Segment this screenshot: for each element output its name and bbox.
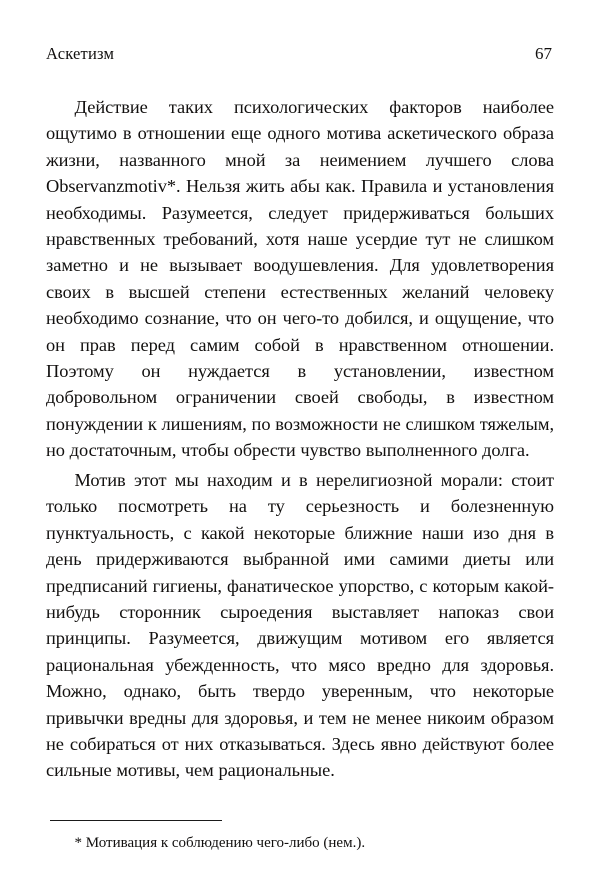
running-head-title: Аскетизм: [46, 44, 115, 63]
page-number: 67: [535, 44, 552, 63]
body-text: [46, 94, 554, 784]
footnote-text: * Мотивация к соблюдению чего-либо (нем.).: [74, 834, 366, 851]
footnote-separator-rule: [50, 820, 222, 821]
page-header: [46, 44, 554, 64]
paragraph: Мотив этот мы находим и в нерелигиозной морали: стоит только посмотреть на ту серьезность и болезненную пунктуальность, с какой некоторые ближние наши изо дня в день придерживаются выбранной ими самими диеты или предписаний гигиены, фанатическое упорство, с которым какой-нибудь сторонник сыроедения выставляет напоказ свои принципы. Разумеется, движущим мотивом его является рациональная убежденность, что мясо вредно для здоровья. Можно, однако, быть твердо уверенным, что некоторые привычки вредны для здоровья, и тем не менее никоим образом не собираться от них отказываться. Здесь явно действуют более сильные мотивы, чем рациональные.: [46, 469, 554, 781]
footnote-area: [46, 820, 554, 853]
paragraph: Действие таких психологических факторов наиболее ощутимо в отношении еще одного мотива аскетического образа жизни, названного мной за неимением лучшего слова Observanzmotiv*. Нельзя жить абы как. Правила и установления необходимы. Разумеется, следует придерживаться больших нравственных требований, хотя наше усердие тут не слишком заметно и не вызывает воодушевления. Для удовлетворения своих в высшей степени естественных желаний человеку необходимо сознание, что он чего-то добился, и ощущение, что он прав перед самим собой в нравственном отношении. Поэтому он нуждается в установлении, известном добровольном ограничении своей свободы, в известном понуждении к лишениям, по возможности не слишком тяжелым, но достаточным, чтобы обрести чувство выполненного долга.: [46, 97, 554, 461]
